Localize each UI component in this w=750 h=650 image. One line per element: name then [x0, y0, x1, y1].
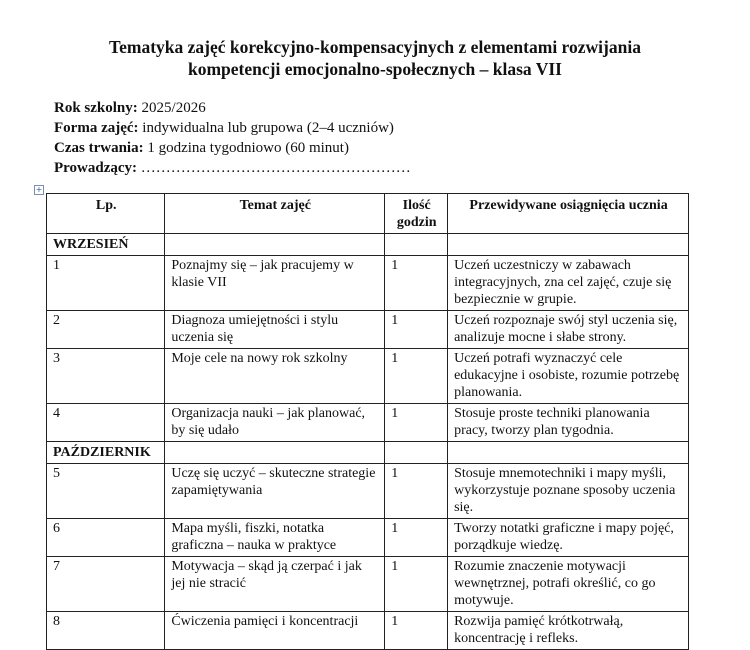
meta-duration	[54, 138, 411, 158]
row-lp: 6	[47, 519, 165, 557]
lesson-plan-table	[46, 193, 689, 650]
document-meta	[54, 98, 411, 178]
table-header-row	[47, 194, 689, 234]
meta-form-label: Forma zajęć:	[54, 120, 139, 136]
meta-school-year	[54, 98, 411, 118]
header-topic: Temat zajęć	[165, 194, 385, 234]
meta-form	[54, 118, 411, 138]
month-label: PAŹDZIERNIK	[47, 442, 165, 464]
row-hours: 1	[385, 557, 448, 612]
table-row	[47, 404, 689, 442]
meta-teacher	[54, 158, 411, 178]
row-goal: Rozumie znaczenie motywacji wewnętrznej, potrafi określić, co go motywuje.	[448, 557, 689, 612]
row-topic: Mapa myśli, fiszki, notatka graficzna – nauka w praktyce	[165, 519, 385, 557]
row-goal: Tworzy notatki graficzne i mapy pojęć, porządkuje wiedzę.	[448, 519, 689, 557]
row-topic: Uczę się uczyć – skuteczne strategie zapamiętywania	[165, 464, 385, 519]
row-goal: Uczeń uczestniczy w zabawach integracyjnych, zna cel zajęć, czuje się bezpiecznie w grupie.	[448, 256, 689, 311]
table-row	[47, 349, 689, 404]
table-row	[47, 464, 689, 519]
meta-form-value: indywidualna lub grupowa (2–4 uczniów)	[142, 120, 394, 136]
row-topic: Poznajmy się – jak pracujemy w klasie VII	[165, 256, 385, 311]
row-hours: 1	[385, 311, 448, 349]
month-row	[47, 442, 689, 464]
meta-duration-label: Czas trwania:	[54, 140, 144, 156]
meta-school-year-label: Rok szkolny:	[54, 100, 138, 116]
row-lp: 7	[47, 557, 165, 612]
table-move-handle-icon[interactable]: +	[35, 185, 43, 194]
empty-cell	[385, 234, 448, 256]
row-goal: Stosuje proste techniki planowania pracy, tworzy plan tygodnia.	[448, 404, 689, 442]
table-row	[47, 256, 689, 311]
document-title	[0, 36, 750, 80]
row-lp: 5	[47, 464, 165, 519]
row-topic: Diagnoza umiejętności i stylu uczenia się	[165, 311, 385, 349]
meta-teacher-label: Prowadzący:	[54, 160, 138, 176]
row-goal: Rozwija pamięć krótkotrwałą, koncentrację i refleks.	[448, 612, 689, 650]
row-hours: 1	[385, 612, 448, 650]
meta-duration-value: 1 godzina tygodniowo (60 minut)	[147, 140, 349, 156]
header-lp: Lp.	[47, 194, 165, 234]
empty-cell	[448, 442, 689, 464]
empty-cell	[165, 442, 385, 464]
row-topic: Ćwiczenia pamięci i koncentracji	[165, 612, 385, 650]
row-goal: Uczeń rozpoznaje swój styl uczenia się, analizuje mocne i słabe strony.	[448, 311, 689, 349]
row-goal: Stosuje mnemotechniki i mapy myśli, wykorzystuje poznane sposoby uczenia się.	[448, 464, 689, 519]
row-lp: 3	[47, 349, 165, 404]
table-row	[47, 557, 689, 612]
row-hours: 1	[385, 256, 448, 311]
row-lp: 4	[47, 404, 165, 442]
table-row	[47, 311, 689, 349]
header-hours: Ilość godzin	[385, 194, 448, 234]
month-label: WRZESIEŃ	[47, 234, 165, 256]
row-hours: 1	[385, 404, 448, 442]
month-row	[47, 234, 689, 256]
title-line-1: Tematyka zajęć korekcyjno-kompensacyjnych z elementami rozwijania	[109, 37, 641, 57]
empty-cell	[165, 234, 385, 256]
row-hours: 1	[385, 464, 448, 519]
row-topic: Moje cele na nowy rok szkolny	[165, 349, 385, 404]
empty-cell	[448, 234, 689, 256]
table-row	[47, 519, 689, 557]
meta-school-year-value: 2025/2026	[141, 100, 206, 116]
header-goal: Przewidywane osiągnięcia ucznia	[448, 194, 689, 234]
empty-cell	[385, 442, 448, 464]
row-goal: Uczeń potrafi wyznaczyć cele edukacyjne i osobiste, rozumie potrzebę planowania.	[448, 349, 689, 404]
row-lp: 8	[47, 612, 165, 650]
row-lp: 2	[47, 311, 165, 349]
row-topic: Organizacja nauki – jak planować, by się udało	[165, 404, 385, 442]
meta-teacher-value: ………………………………………………	[140, 160, 411, 176]
row-topic: Motywacja – skąd ją czerpać i jak jej nie stracić	[165, 557, 385, 612]
row-hours: 1	[385, 349, 448, 404]
table-row	[47, 612, 689, 650]
title-line-2: kompetencji emocjonalno-społecznych – klasa VII	[188, 59, 562, 79]
row-hours: 1	[385, 519, 448, 557]
row-lp: 1	[47, 256, 165, 311]
